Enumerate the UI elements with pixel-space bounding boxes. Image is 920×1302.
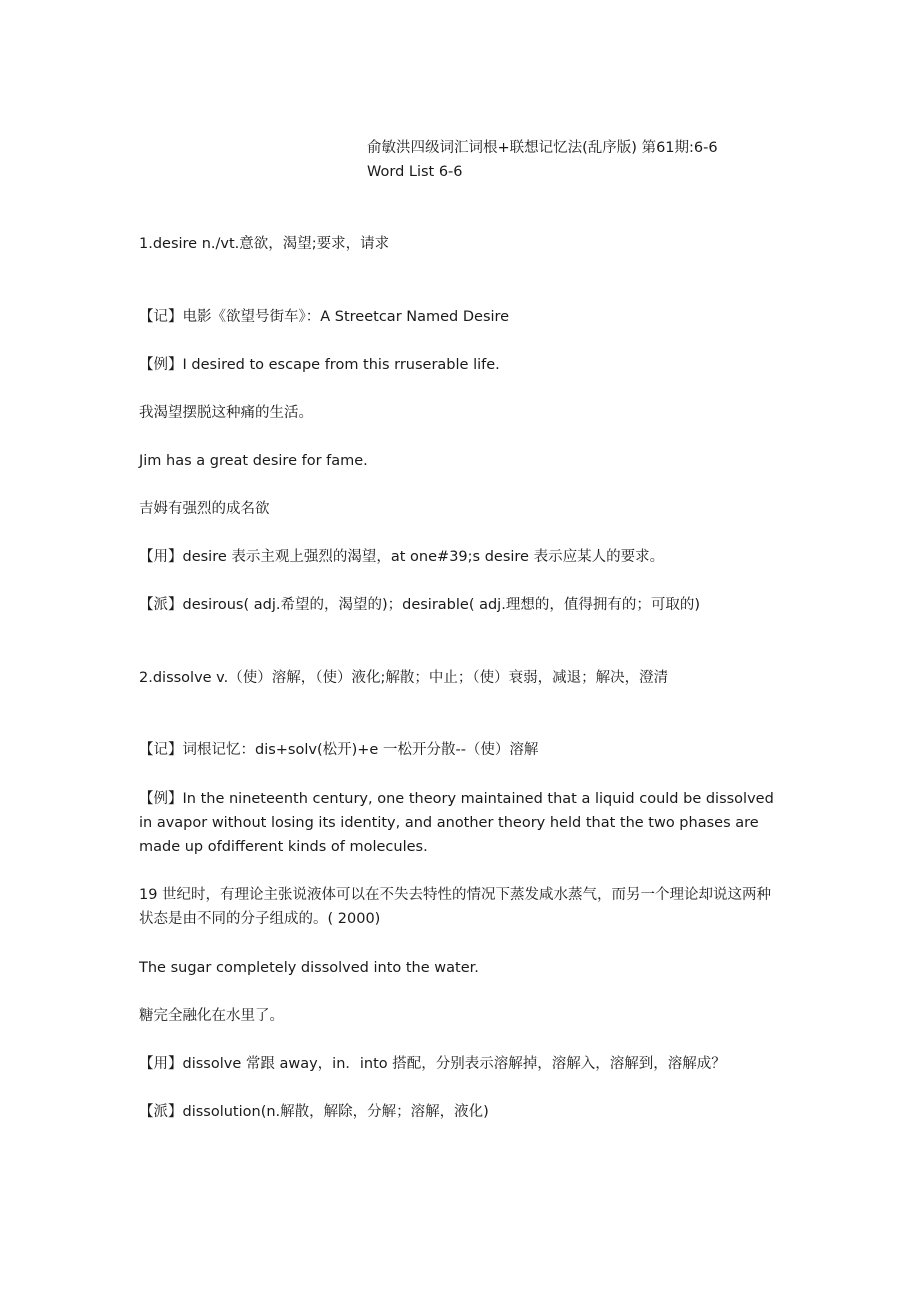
entry-headword-dissolve: 2.dissolve v.（使）溶解，（使）液化;解散；中止；（使）衰弱，减退；解决，澄清 xyxy=(139,670,669,686)
entry-example2-zh-dissolve: 糖完全融化在水里了。 xyxy=(139,1008,284,1024)
entry-usage-dissolve: 【用】dissolve 常跟 away，in．into 搭配，分别表示溶解掉，溶解入，溶解到，溶解成？ xyxy=(139,1056,726,1072)
entry-usage-desire: 【用】desire 表示主观上强烈的渴望，at one#39;s desire 表示应某人的要求。 xyxy=(139,549,665,565)
title-line-word-list: Word List 6-6 xyxy=(367,164,463,180)
entry-example2-zh-desire: 吉姆有强烈的成名欲 xyxy=(139,501,270,517)
entry-derivatives-desire: 【派】desirous( adj.希望的，渴望的)；desirable( adj.理想的，值得拥有的；可取的) xyxy=(139,597,700,613)
entry-example-zh-dissolve: 19 世纪时，有理论主张说液体可以在不失去特性的情况下蒸发咸水蒸气，而另一个理论却说这两种状态是由不同的分子组成的。( 2000) xyxy=(139,887,772,927)
entry-example-en-desire: 【例】I desired to escape from this rruserable life. xyxy=(139,357,500,373)
entry-memo-desire: 【记】电影《欲望号街车》：A Streetcar Named Desire xyxy=(139,309,510,325)
entry-example2-en-dissolve: The sugar completely dissolved into the water. xyxy=(139,960,479,976)
entry-example-zh-desire: 我渴望摆脱这种痛的生活。 xyxy=(139,405,313,421)
document-title xyxy=(367,136,887,184)
entry-headword-desire: 1.desire n./vt.意欲，渴望;要求，请求 xyxy=(139,236,390,252)
entry-memo-dissolve: 【记】词根记忆：dis+solv(松开)+e 一松开分散--（使）溶解 xyxy=(139,742,539,758)
entry-example-en-dissolve: 【例】In the nineteenth century, one theory maintained that a liquid could be dissolved in avapor without losing its identity, and another theory held that the two phases are made up ofdifferent kinds of molecules. xyxy=(139,791,774,855)
entry-example2-en-desire: Jim has a great desire for fame. xyxy=(139,453,368,469)
entry-derivatives-dissolve: 【派】dissolution(n.解散，解除，分解；溶解，液化) xyxy=(139,1104,489,1120)
title-line-chinese: 俞敏洪四级词汇词根+联想记忆法(乱序版) 第61期:6-6 xyxy=(367,140,718,156)
